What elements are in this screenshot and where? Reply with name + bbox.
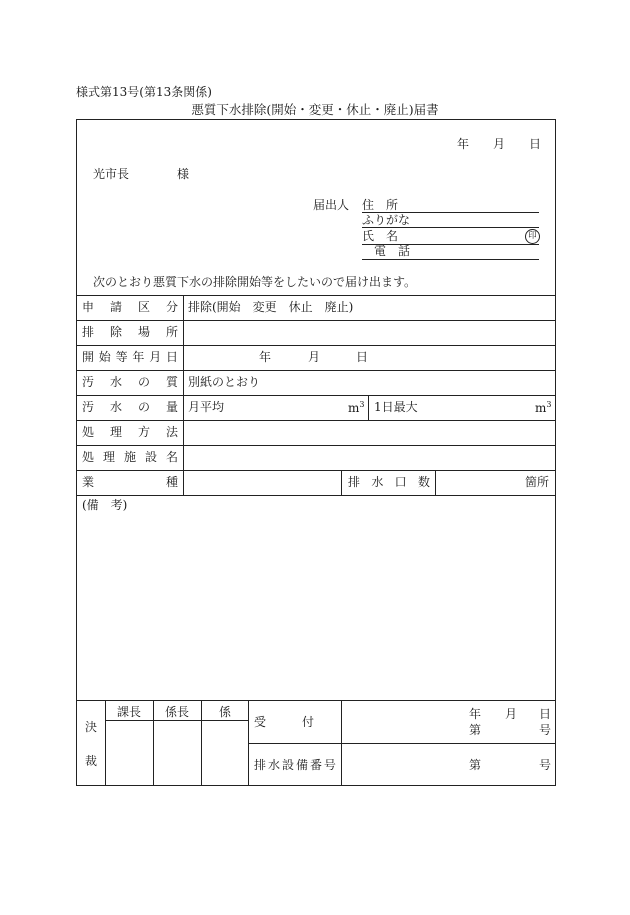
table-divider [435, 470, 436, 495]
table-divider [341, 470, 342, 495]
label-treatment-method: 処 理 方 法 [82, 425, 178, 439]
label-facility-name: 処 理 施 設 名 [82, 450, 178, 464]
daily-max-unit: $m^3$ [535, 400, 552, 415]
table-line [76, 295, 556, 296]
label-water-volume: 汚 水 の 量 [82, 400, 178, 414]
phone-label: 電 話 [374, 244, 411, 258]
equipment-number-label: 排 水 設 備 番 号 [254, 758, 336, 772]
table-line [76, 345, 556, 346]
phone-field[interactable] [362, 259, 539, 260]
position-section-chief: 課長 [117, 705, 142, 719]
receipt-number-suffix: 号 [539, 723, 552, 737]
label-water-quality: 汚 水 の 質 [82, 375, 178, 389]
label-discharge-location: 排 除 場 所 [82, 325, 178, 339]
approval-divider [153, 700, 154, 786]
table-divider [183, 295, 184, 495]
table-line [76, 395, 556, 396]
table-line [76, 700, 556, 701]
approval-line [105, 720, 248, 721]
table-line [76, 420, 556, 421]
label-application-type: 申 請 区 分 [82, 300, 178, 314]
equipment-number-suffix: 号 [539, 758, 552, 772]
approval-divider [201, 700, 202, 786]
header-date-day: 日 [529, 137, 542, 151]
seal-icon: 印 [525, 229, 540, 244]
header-date-month: 月 [493, 137, 506, 151]
label-start-date: 開 始 等 年 月 日 [82, 350, 178, 364]
monthly-average-unit: $m^3$ [348, 400, 365, 415]
table-divider [368, 395, 369, 420]
approval-side-label-2: 裁 [85, 754, 98, 768]
water-quality-value: 別紙のとおり [188, 375, 261, 389]
addressee: 光市長 [93, 167, 130, 181]
start-date-year: 年 [259, 350, 272, 364]
table-line [76, 495, 556, 496]
receipt-date-month: 月 [505, 707, 518, 721]
start-date-month: 月 [308, 350, 321, 364]
application-type-options[interactable]: 排除(開始 変更 休止 廃止) [188, 300, 354, 314]
header-date-year: 年 [457, 137, 470, 151]
position-staff: 係 [219, 705, 232, 719]
receipt-date-year: 年 [469, 707, 482, 721]
remarks-label: (備 考) [82, 498, 128, 512]
approval-divider [105, 700, 106, 786]
monthly-average-label: 月平均 [188, 400, 225, 414]
table-line [76, 470, 556, 471]
form-number: 様式第13号(第13条関係) [76, 85, 212, 99]
applicant-label: 届出人 [313, 198, 350, 212]
daily-max-label: 1日最大 [374, 400, 418, 414]
approval-side-label-1: 決 [85, 720, 98, 734]
outlet-count-unit: 箇所 [525, 475, 550, 489]
furigana-label: ふりがな [362, 213, 411, 227]
table-line [76, 370, 556, 371]
receipt-label: 受 付 [254, 715, 315, 729]
addressee-honorific: 様 [177, 167, 190, 181]
label-business-type: 業 種 [82, 475, 178, 489]
table-line [76, 320, 556, 321]
table-line [76, 445, 556, 446]
address-label: 住 所 [362, 198, 399, 212]
approval-line [248, 743, 556, 744]
position-subsection-chief: 係長 [165, 705, 190, 719]
statement: 次のとおり悪質下水の排除開始等をしたいので届け出ます。 [93, 275, 417, 289]
start-date-day: 日 [356, 350, 369, 364]
label-outlet-count: 排 水 口 数 [348, 475, 430, 489]
name-label: 氏 名 [362, 229, 399, 243]
form-title: 悪質下水排除(開始・変更・休止・廃止)届書 [191, 102, 439, 117]
furigana-field[interactable] [362, 227, 539, 228]
receipt-date-day: 日 [539, 707, 552, 721]
equipment-number-prefix: 第 [469, 758, 482, 772]
receipt-number-prefix: 第 [469, 723, 482, 737]
